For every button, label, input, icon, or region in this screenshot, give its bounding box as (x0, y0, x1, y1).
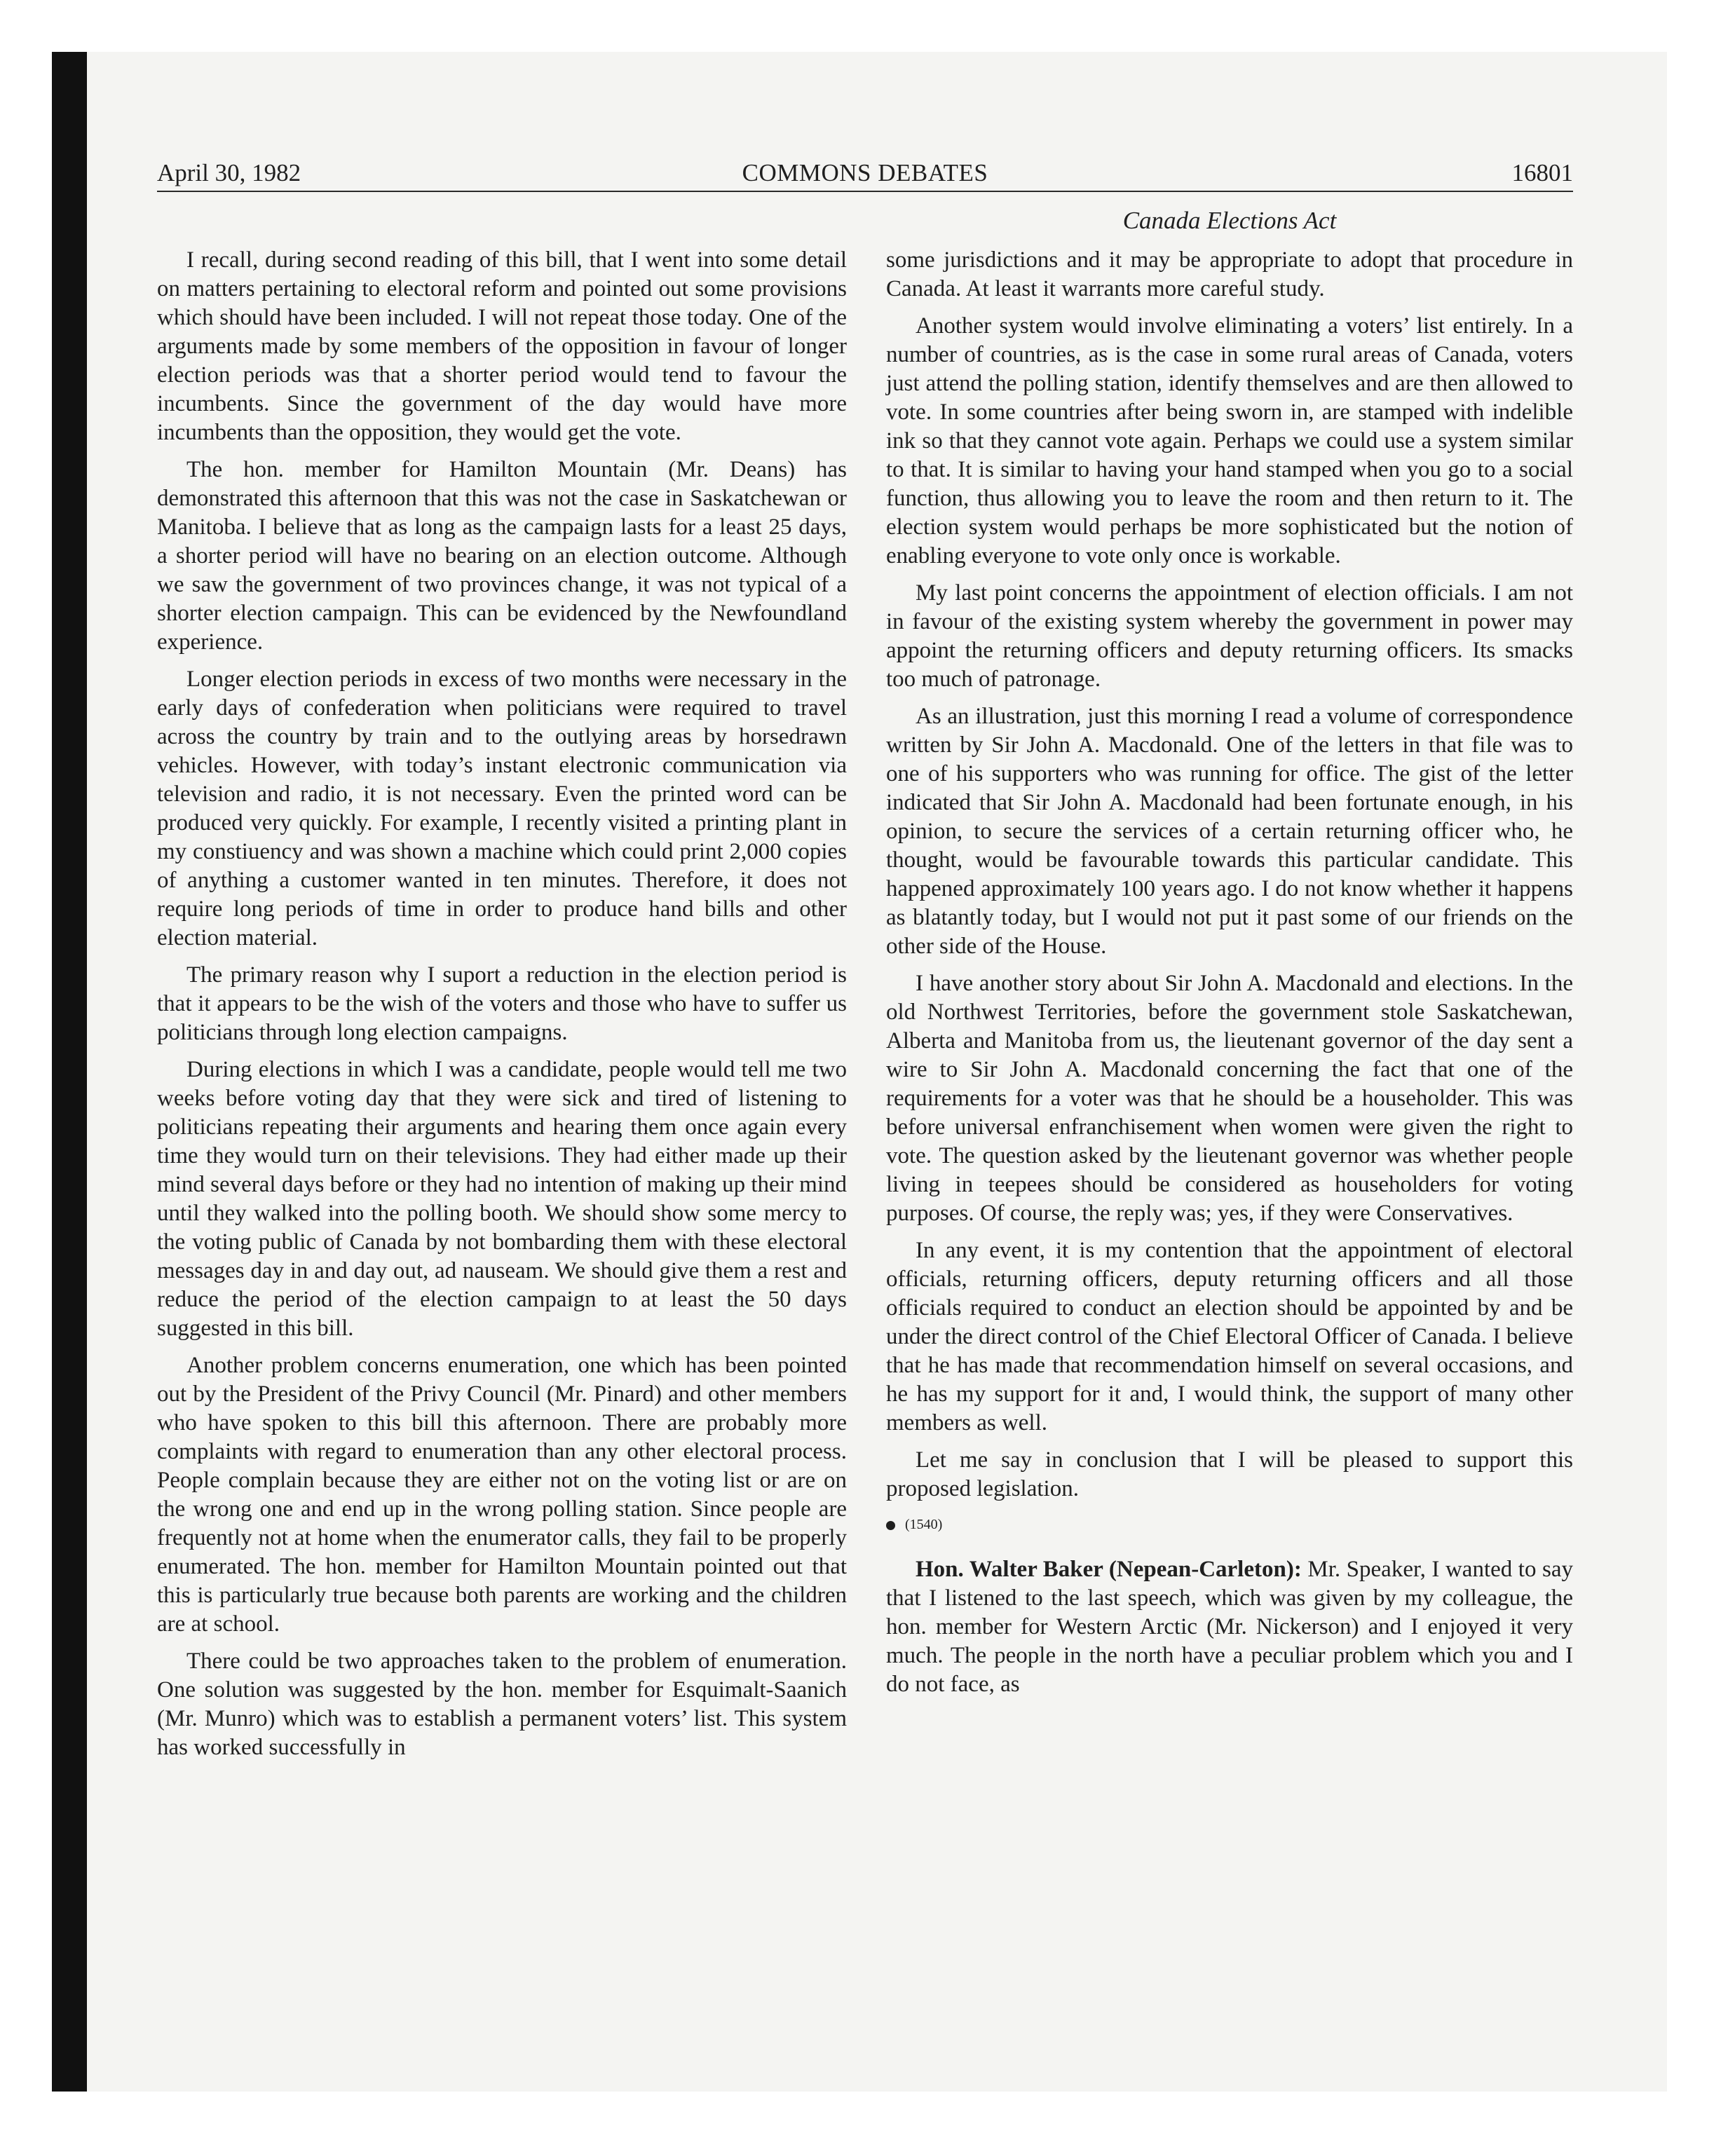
right-column (886, 246, 1573, 1707)
speaker-name: Hon. Walter Baker (Nepean-Carleton): (916, 1557, 1302, 1582)
header-rule (157, 191, 1573, 192)
time-marker (886, 1515, 1573, 1534)
paragraph: The hon. member for Hamilton Mountain (Mr. Deans) has demonstrated this afternoon that this was not the case in Saskatchewan or Manitoba. I believe that as long as the campaign lasts for a least 25 days, a shorter period will have no bearing on an election outcome. Although we saw the government of two provinces change, it was not typical of a shorter election campaign. This can be evidenced by the Newfoundland experience. (157, 457, 847, 655)
time-marker-text: (1540) (905, 1517, 943, 1532)
paragraph: Another problem concerns enumeration, one which has been pointed out by the President of the Privy Council (Mr. Pinard) and other members who have spoken to this bill this afternoon. There are probably more complaints with regard to enumeration than any other electoral process. People complain because they are either not on the voting list or are on the wrong one and end up in the wrong polling station. Since people are frequently not at home when the enumerator calls, they fail to be properly enumerated. The hon. member for Hamilton Mountain pointed out that this is particularly true because both parents are working and the children are at school. (157, 1353, 847, 1637)
paragraph: Longer election periods in excess of two months were necessary in the early days of confederation when politicians were required to travel across the country by train and to the outlying areas by horsedrawn vehicles. However, with today’s instant electronic communication via television and radio, it is not necessary. Even the printed word can be produced very quickly. For example, I recently visited a printing plant in my constiuency and was shown a machine which could print 2,000 copies of anything a customer wanted in ten minutes. Therefore, it does not require long periods of time in order to produce hand bills and other election material. (157, 667, 847, 950)
running-title: Canada Elections Act (1122, 207, 1337, 234)
paragraph: There could be two approaches taken to the problem of enumeration. One solution was suggested by the hon. member for Esquimalt-Saanich (Mr. Munro) which was to establish a permanent voters’ list. This system has worked successfully in (157, 1649, 847, 1760)
scan-edge (52, 52, 87, 2092)
header-publication: COMMONS DEBATES (742, 159, 988, 186)
bullet-icon (886, 1521, 895, 1530)
speech-text: Mr. Speaker, I wanted to say that I listened to the last speech, which was given by my colleague, the hon. member for Western Arctic (Mr. Nickerson) and I enjoyed it very much. The people in the north have a peculiar problem which you and I do not face, as (886, 1557, 1573, 1697)
paragraph: The primary reason why I suport a reduction in the election period is that it appears to be the wish of the voters and those who have to suffer us politicians through long election campaigns. (157, 962, 847, 1045)
paragraph: During elections in which I was a candidate, people would tell me two weeks before voting day that they were sick and tired of listening to politicians repeating their arguments and hearing them once again every time they would turn on their televisions. They had either made up their mind several days before or they had no intention of making up their mind until they walked into the polling booth. We should show some mercy to the voting public of Canada by not bombarding them with these electoral messages day in and day out, ad nauseam. We should give them a rest and reduce the period of the election campaign to at least the 50 days suggested in this bill. (157, 1057, 847, 1341)
page-header (157, 156, 1573, 191)
paragraph: I recall, during second reading of this bill, that I went into some detail on matters pertaining to electoral reform and pointed out some provisions which should have been included. I will not repeat those today. One of the arguments made by some members of the opposition in favour of longer election periods was that a shorter period would tend to favour the incumbents. Since the government of the day would have more incumbents than the opposition, they would get the vote. (157, 247, 847, 445)
paragraph: Another system would involve eliminating a voters’ list entirely. In a number of countries, as is the case in some rural areas of Canada, voters just attend the polling station, identify themselves and are then allowed to vote. In some countries after being sworn in, are stamped with indelible ink so that they cannot vote again. Perhaps we could use a system similar to that. It is similar to having your hand stamped when you go to a social function, thus allowing you to leave the room and then return to it. The election system would perhaps be more sophisticated but the notion of enabling everyone to vote only once is workable. (886, 313, 1573, 568)
header-date: April 30, 1982 (157, 159, 301, 186)
paragraph-continuation: some jurisdictions and it may be appropriate to adopt that procedure in Canada. At least it warrants more careful study. (886, 247, 1573, 301)
left-column (157, 246, 847, 1770)
paragraph: Let me say in conclusion that I will be pleased to support this proposed legislation. (886, 1447, 1573, 1501)
header-page-number: 16801 (1511, 159, 1573, 186)
paragraph: As an illustration, just this morning I read a volume of correspondence written by Sir John A. Macdonald. One of the letters in that file was to one of his supporters who was running for office. The gist of the letter indicated that Sir John A. Macdonald had been fortunate enough, in his opinion, to secure the services of a certain returning officer who, he thought, would be favourable towards this particular candidate. This happened approximately 100 years ago. I do not know whether it happens as blatantly today, but I would not put it past some of our friends on the other side of the House. (886, 704, 1573, 959)
paragraph: My last point concerns the appointment of election officials. I am not in favour of the existing system whereby the government in power may appoint the returning officers and deputy returning officers. Its smacks too much of patronage. (886, 580, 1573, 692)
speech-paragraph (886, 1555, 1573, 1699)
paragraph: In any event, it is my contention that the appointment of electoral officials, returning officers, deputy returning officers and all those officials required to conduct an election should be appointed by and be under the direct control of the Chief Electoral Officer of Canada. I believe that he has made that recommendation himself on several occasions, and he has my support for it and, I would think, the support of many other members as well. (886, 1238, 1573, 1435)
paragraph: I have another story about Sir John A. Macdonald and elections. In the old Northwest Territories, before the government stole Saskatchewan, Alberta and Manitoba from us, the lieutenant governor of the day sent a wire to Sir John A. Macdonald concerning the fact that one of the requirements for a voter was that he should be a householder. This was before universal enfranchisement when women were given the right to vote. The question asked by the lieutenant governor was whether people living in teepees should be considered as householders for voting purposes. Of course, the reply was; yes, if they were Conservatives. (886, 971, 1573, 1226)
